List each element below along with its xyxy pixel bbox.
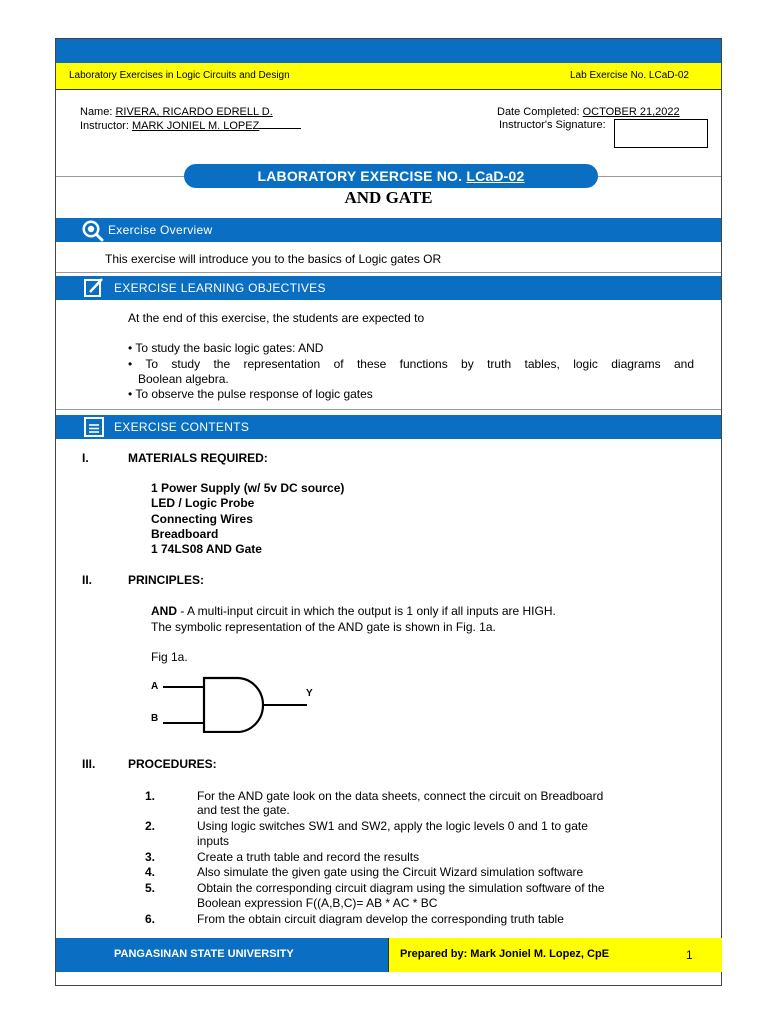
objective-item: • To study the basic logic gates: AND [128, 341, 324, 355]
section-contents-title: EXERCISE CONTENTS [114, 420, 250, 434]
material-item: 1 74LS08 AND Gate [151, 542, 262, 556]
overview-text: This exercise will introduce you to the basics of Logic gates OR [105, 252, 442, 266]
objective-item-continued: Boolean algebra. [138, 372, 229, 386]
footer-university: PANGASINAN STATE UNIVERSITY [114, 948, 294, 960]
underline-filler [259, 119, 301, 129]
document-page [55, 38, 722, 986]
section-overview-title: Exercise Overview [108, 223, 213, 237]
principles-number: II. [82, 573, 93, 587]
step-number: 2. [145, 819, 156, 833]
date-line: Date Completed: OCTOBER 21,2022 [497, 106, 680, 118]
step-number: 3. [145, 850, 156, 864]
gate-output-y-label: Y [306, 688, 313, 699]
instructor-line: Instructor: MARK JONIEL M. LOPEZ [80, 119, 301, 132]
gate-input-b-label: B [151, 713, 159, 724]
materials-heading: MATERIALS REQUIRED: [128, 451, 268, 465]
objective-item: • To observe the pulse response of logic gates [128, 387, 373, 401]
and-definition: AND - A multi-input circuit in which the output is 1 only if all inputs are HIGH. [151, 604, 556, 618]
and-symbol-note: The symbolic representation of the AND gate is shown in Fig. 1a. [151, 620, 496, 634]
step-number: 1. [145, 789, 156, 803]
and-term: AND [151, 604, 177, 618]
step-text: Create a truth table and record the results [197, 850, 420, 864]
material-item: Breadboard [151, 527, 219, 541]
procedures-number: III. [82, 757, 96, 771]
section-contents-bar [56, 415, 721, 439]
section-objectives-title: EXERCISE LEARNING OBJECTIVES [114, 281, 326, 295]
divider-line [56, 272, 721, 273]
step-text: Also simulate the given gate using the Circuit Wizard simulation software [197, 865, 584, 879]
footer-prepared-by: Prepared by: Mark Joniel M. Lopez, CpE [400, 948, 610, 960]
step-text: Using logic switches SW1 and SW2, apply the logic levels 0 and 1 to gate [197, 819, 588, 833]
step-text: For the AND gate look on the data sheets, connect the circuit on Breadboard [197, 789, 604, 803]
step-text-continued: inputs [197, 834, 230, 848]
document-icon [82, 415, 106, 439]
top-color-bar [56, 39, 721, 63]
footer-prepared-bar [388, 938, 722, 972]
exercise-code: LCaD-02 [466, 168, 525, 184]
student-name: RIVERA, RICARDO EDRELL D. [115, 106, 273, 118]
footer-university-bar [56, 938, 388, 972]
name-line: Name: RIVERA, RICARDO EDRELL D. [80, 106, 273, 118]
instructor-name: MARK JONIEL M. LOPEZ [131, 120, 260, 132]
search-icon [80, 218, 104, 242]
procedures-heading: PROCEDURES: [128, 757, 217, 771]
exercise-subtitle: AND GATE [344, 188, 433, 207]
header-course-title: Laboratory Exercises in Logic Circuits and Design [69, 70, 290, 81]
step-number: 5. [145, 881, 156, 895]
section-overview-bar [56, 218, 721, 242]
materials-number: I. [82, 451, 89, 465]
pencil-note-icon [82, 276, 106, 300]
principles-heading: PRINCIPLES: [128, 573, 205, 587]
step-text: Obtain the corresponding circuit diagram using the simulation software of the [197, 881, 605, 895]
divider-line [56, 409, 721, 410]
page-footer [56, 938, 721, 972]
section-objectives-bar [56, 276, 721, 300]
header-exercise-number: Lab Exercise No. LCaD-02 [570, 70, 689, 81]
exercise-title-pill: LABORATORY EXERCISE NO. LCaD-02 [184, 164, 598, 188]
gate-input-a-label: A [151, 681, 159, 692]
material-item: 1 Power Supply (w/ 5v DC source) [151, 481, 345, 495]
step-text-continued: and test the gate. [197, 803, 290, 817]
signature-box [614, 119, 708, 148]
step-number: 4. [145, 865, 156, 879]
material-item: Connecting Wires [151, 512, 253, 526]
step-text: From the obtain circuit diagram develop the corresponding truth table [197, 912, 564, 926]
objectives-intro: At the end of this exercise, the students are expected to [128, 311, 425, 325]
signature-label: Instructor's Signature: [499, 119, 606, 131]
and-gate-diagram [149, 675, 319, 733]
step-text-continued: Boolean expression F((A,B,C)= AB * AC * BC [197, 896, 438, 910]
step-number: 6. [145, 912, 156, 926]
header-bar [56, 63, 721, 90]
date-completed: OCTOBER 21,2022 [582, 106, 680, 118]
figure-label: Fig 1a. [151, 650, 188, 664]
page-number: 1 [686, 948, 693, 962]
objective-item: • To study the representation of these functions by truth tables, logic diagrams and [128, 357, 694, 371]
material-item: LED / Logic Probe [151, 496, 255, 510]
